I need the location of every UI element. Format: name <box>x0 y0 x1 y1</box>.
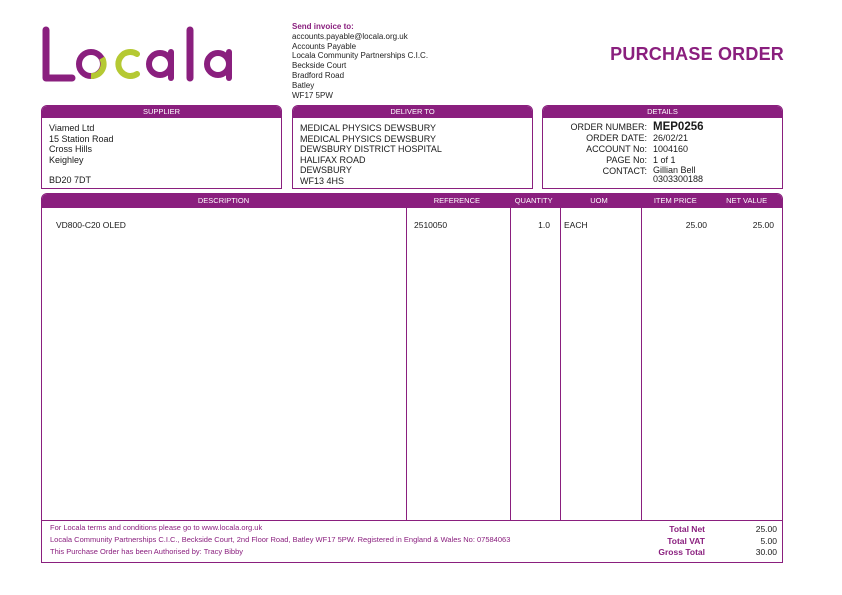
row-net-value: 25.00 <box>752 220 774 230</box>
page-no-label: PAGE No: <box>606 155 647 165</box>
column-divider <box>406 208 407 520</box>
locala-logo <box>42 26 252 86</box>
gross-total-label: Gross Total <box>658 547 705 557</box>
send-invoice-email[interactable]: accounts.payable@locala.org.uk <box>292 31 408 41</box>
contact-row <box>543 166 782 183</box>
column-divider <box>560 208 561 520</box>
row-description: VD800-C20 OLED <box>56 220 126 230</box>
send-invoice-line: Batley <box>292 80 315 90</box>
supplier-header: SUPPLIER <box>42 106 281 118</box>
deliver-line: HALIFAX ROAD <box>300 154 366 165</box>
page-no-value: 1 of 1 <box>653 155 676 165</box>
account-no-label: ACCOUNT No: <box>586 144 647 154</box>
send-invoice-line: Locala Community Partnerships C.I.C. <box>292 51 429 61</box>
terms-note: For Locala terms and conditions please go to www.locala.org.uk <box>50 523 263 532</box>
col-net-value: NET VALUE <box>726 196 768 205</box>
company-registration-note: Locala Community Partnerships C.I.C., Beckside Court, 2nd Floor Road, Batley WF17 5PW. Registered in England & Wales No: 07584063 <box>50 535 511 544</box>
deliver-to-header: DELIVER TO <box>293 106 532 118</box>
total-net-row <box>641 524 783 536</box>
col-description: DESCRIPTION <box>197 196 250 205</box>
col-item-price: ITEM PRICE <box>653 196 697 205</box>
column-divider <box>641 208 642 520</box>
total-net-label: Total Net <box>669 524 705 534</box>
deliver-line: MEDICAL PHYSICS DEWSBURY <box>300 133 437 144</box>
locala-logo-graphic <box>42 26 252 86</box>
order-number-row <box>543 122 782 133</box>
totals-block <box>641 524 783 559</box>
table-header <box>42 194 782 208</box>
contact-phone: 0303300188 <box>653 173 704 184</box>
column-divider <box>510 208 511 520</box>
order-number-label: ORDER NUMBER: <box>570 122 647 132</box>
col-uom: UOM <box>590 196 608 205</box>
deliver-line: MEDICAL PHYSICS DEWSBURY <box>300 123 437 133</box>
supplier-line: Viamed Ltd <box>49 123 95 133</box>
send-invoice-line: Accounts Payable <box>292 41 357 51</box>
order-date-row <box>543 133 782 144</box>
supplier-postcode: BD20 7DT <box>49 175 92 186</box>
supplier-line: Cross Hills <box>49 144 93 155</box>
send-invoice-header: Send invoice to: <box>292 22 354 31</box>
col-quantity: QUANTITY <box>514 196 553 205</box>
supplier-box <box>41 105 282 189</box>
contact-label: CONTACT: <box>602 166 647 176</box>
table-row <box>42 220 782 232</box>
supplier-line: 15 Station Road <box>49 133 114 144</box>
order-date-label: ORDER DATE: <box>586 133 647 143</box>
deliver-line: WF13 4HS <box>300 175 345 186</box>
page-title: PURCHASE ORDER <box>610 44 784 64</box>
supplier-line: Keighley <box>49 154 84 165</box>
send-invoice-line: WF17 5PW <box>292 90 333 100</box>
order-number-value: MEP0256 <box>653 121 704 133</box>
row-reference: 2510050 <box>414 220 448 230</box>
send-invoice-line: Beckside Court <box>292 61 347 71</box>
row-quantity: 1.0 <box>538 220 550 230</box>
total-vat-label: Total VAT <box>667 535 705 546</box>
deliver-line: DEWSBURY <box>300 165 352 176</box>
details-header: DETAILS <box>543 106 782 118</box>
total-vat-row <box>641 536 783 548</box>
total-vat-value: 5.00 <box>760 535 777 546</box>
details-box <box>542 105 783 189</box>
contact-name: Gillian Bell <box>653 165 696 175</box>
send-invoice-line: Bradford Road <box>292 70 345 80</box>
order-date-value: 26/02/21 <box>653 133 689 143</box>
gross-total-row <box>641 547 783 559</box>
send-invoice-block <box>292 22 428 100</box>
row-uom: EACH <box>564 220 588 230</box>
account-no-row <box>543 144 782 155</box>
table-bottom-divider <box>42 520 782 521</box>
footer-notes <box>50 522 510 558</box>
total-net-value: 25.00 <box>755 524 777 534</box>
authorisation-note: This Purchase Order has been Authorised by: Tracy Bibby <box>50 547 244 556</box>
order-items-table <box>41 193 783 563</box>
account-no-value: 1004160 <box>653 144 689 154</box>
deliver-line: DEWSBURY DISTRICT HOSPITAL <box>300 144 442 155</box>
gross-total-value: 30.00 <box>755 547 777 557</box>
row-item-price: 25.00 <box>685 220 707 230</box>
deliver-to-box <box>292 105 533 189</box>
col-reference: REFERENCE <box>433 196 480 205</box>
